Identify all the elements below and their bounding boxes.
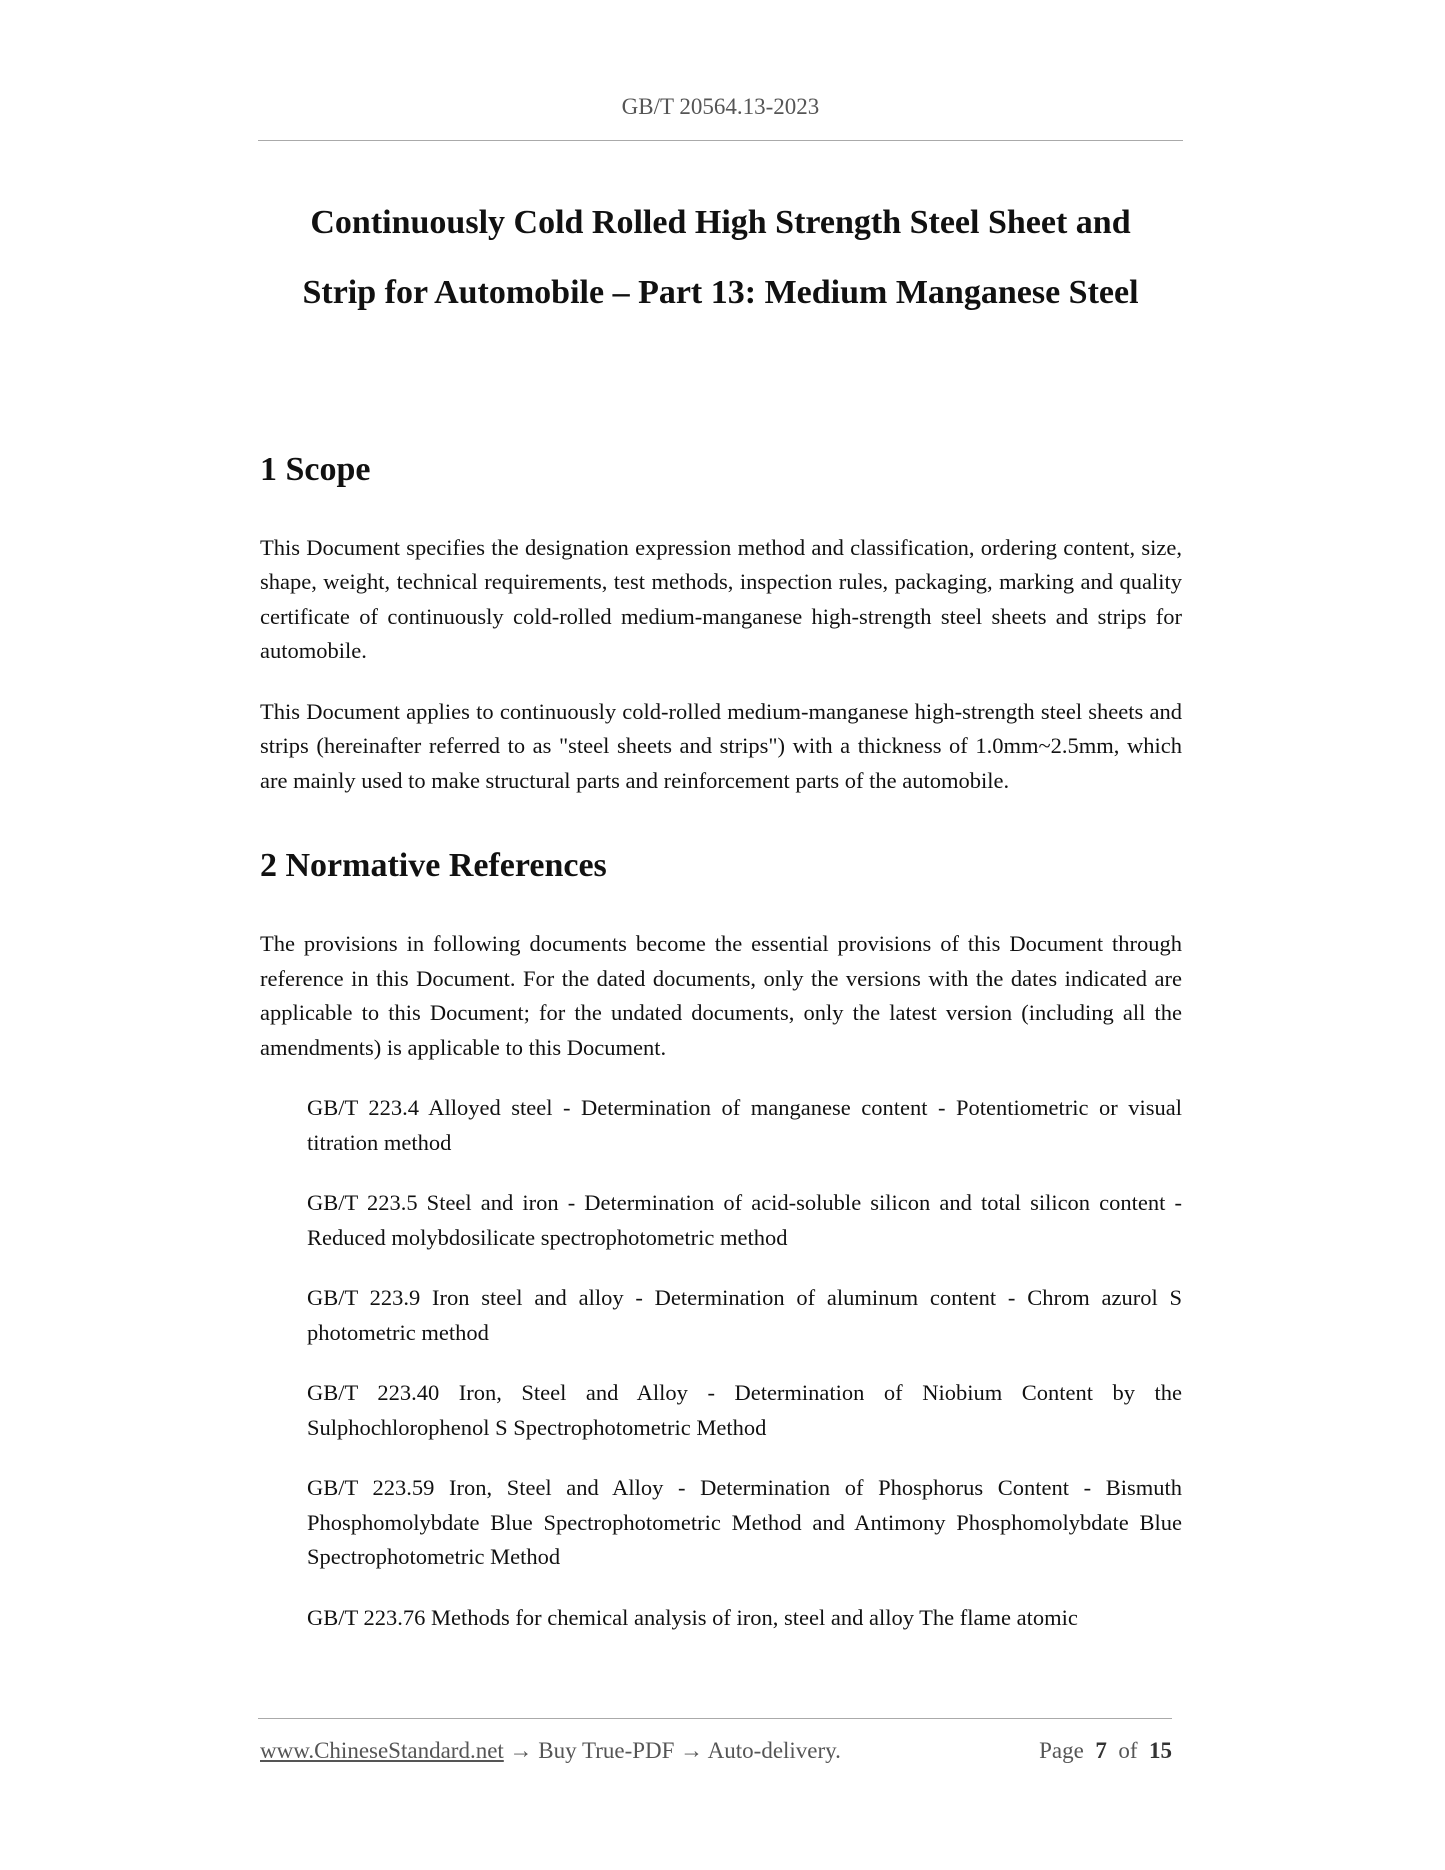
reference-item: GB/T 223.59 Iron, Steel and Alloy - Determination of Phosphorus Content - Bismuth Phosphomolybdate Blue Spectrophotometric Method and Antimony Phosphomolybdate Blue Spectrophotometric Method <box>307 1475 1182 1570</box>
section-heading-normative-references: 2 Normative References <box>260 847 607 885</box>
reference-list <box>260 1091 1182 1635</box>
reference-item: GB/T 223.9 Iron steel and alloy - Determination of aluminum content - Chrom azurol S photometric method <box>307 1285 1182 1345</box>
document-body <box>260 450 1182 1635</box>
footer-divider <box>258 1718 1172 1719</box>
reference-item: GB/T 223.76 Methods for chemical analysis of iron, steel and alloy The flame atomic <box>307 1604 1078 1630</box>
page-number <box>1039 1738 1172 1764</box>
page-current: 7 <box>1095 1738 1107 1763</box>
footer-promo <box>260 1738 841 1764</box>
scope-paragraph: This Document specifies the designation expression method and classification, ordering content, size, shape, weight, technical requirements, test methods, inspection rules, packaging, marking and quality certificate of continuously cold-rolled medium-manganese high-strength steel sheets and strips for automobile. <box>260 534 1182 664</box>
page-total: 15 <box>1149 1738 1172 1763</box>
running-header: GB/T 20564.13-2023 <box>621 94 820 119</box>
page-footer <box>260 1738 1172 1764</box>
title-line-1: Continuously Cold Rolled High Strength Steel Sheet and <box>310 204 1131 241</box>
page-label: Page <box>1039 1738 1084 1763</box>
website-link[interactable]: www.ChineseStandard.net <box>260 1738 504 1763</box>
document-title <box>258 188 1183 328</box>
reference-item: GB/T 223.4 Alloyed steel - Determination of manganese content - Potentiometric or visual titration method <box>307 1095 1182 1155</box>
section-heading-scope: 1 Scope <box>260 451 371 488</box>
footer-tagline: → Buy True-PDF → Auto-delivery. <box>503 1738 841 1763</box>
title-line-2: Strip for Automobile – Part 13: Medium Manganese Steel <box>302 274 1139 311</box>
scope-paragraph: This Document applies to continuously cold-rolled medium-manganese high-strength steel sheets and strips (hereinafter referred to as "steel sheets and strips") with a thickness of 1.0mm~2.5mm, which are mainly used to make structural parts and reinforcement parts of the automobile. <box>260 698 1182 793</box>
header-divider <box>258 140 1183 141</box>
page-of: of <box>1118 1738 1138 1763</box>
reference-item: GB/T 223.5 Steel and iron - Determination of acid-soluble silicon and total silicon content - Reduced molybdosilicate spectrophotometric method <box>307 1190 1182 1250</box>
references-intro: The provisions in following documents become the essential provisions of this Document through reference in this Document. For the dated documents, only the versions with the dates indicated are applicable to this Document; for the undated documents, only the latest version (including all the amendments) is applicable to this Document. <box>260 931 1182 1060</box>
reference-item: GB/T 223.40 Iron, Steel and Alloy - Determination of Niobium Content by the Sulphochlorophenol S Spectrophotometric Method <box>307 1380 1182 1440</box>
